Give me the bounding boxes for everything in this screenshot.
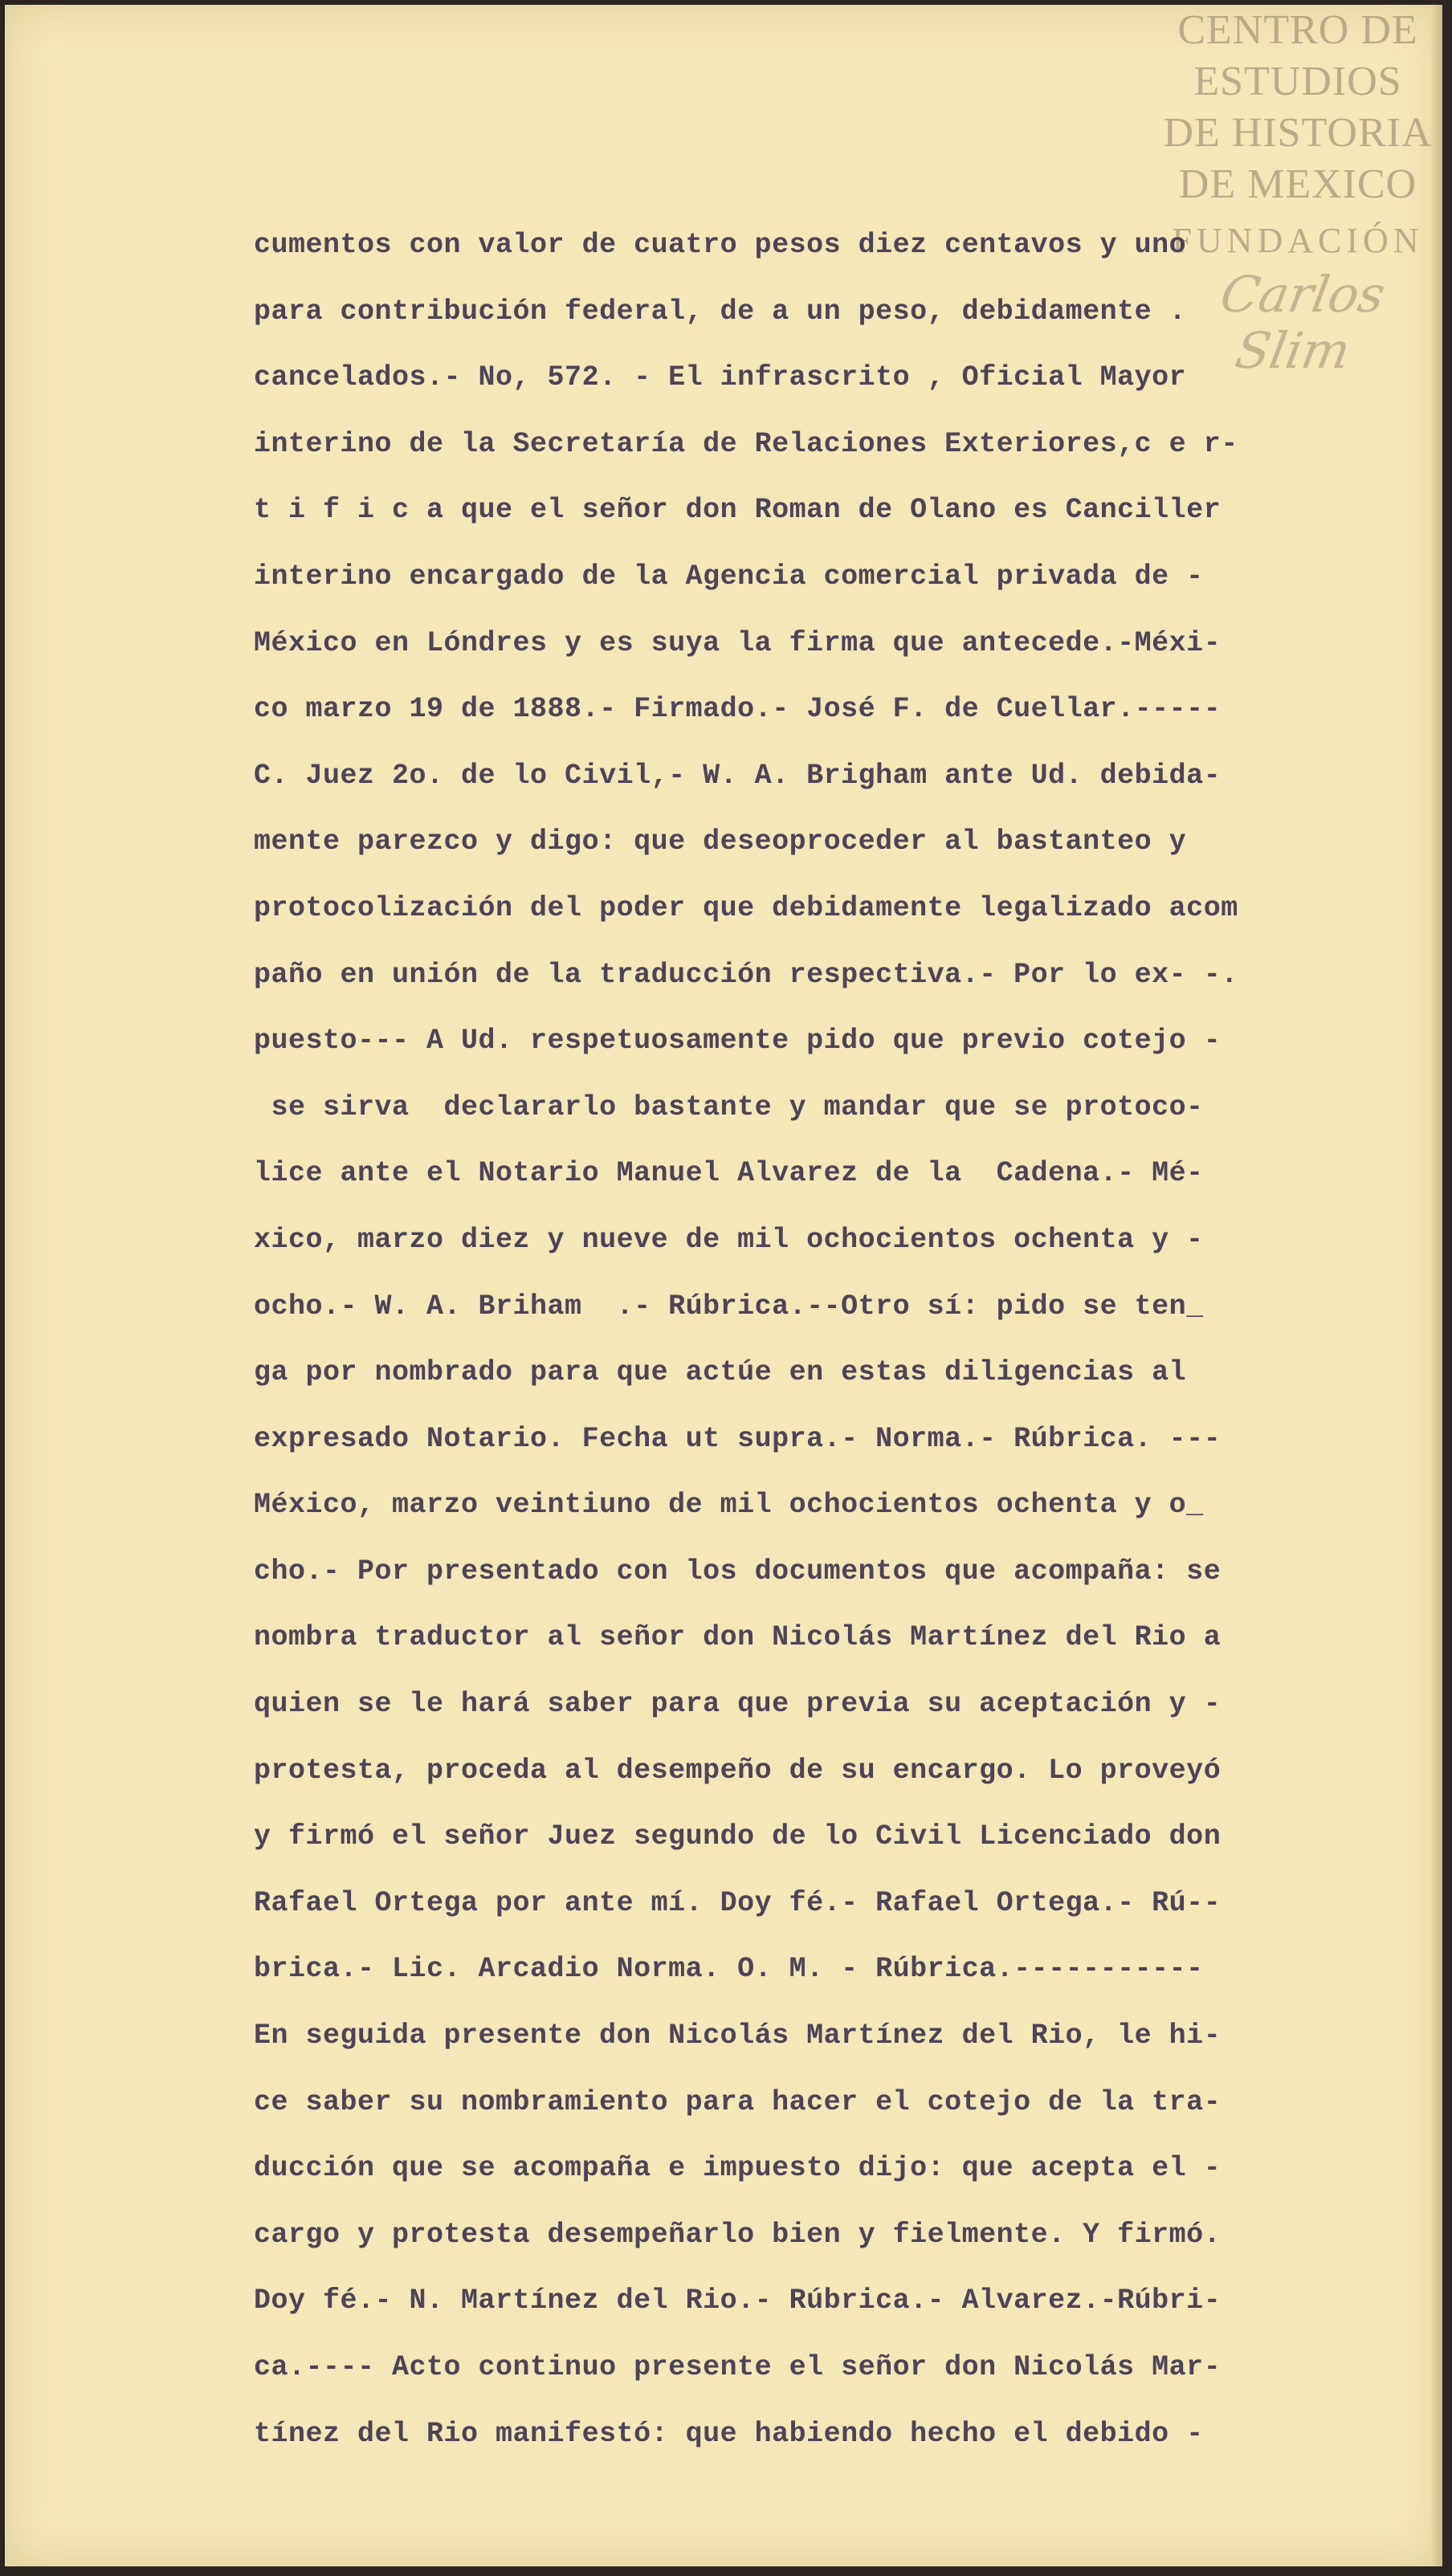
text-line: México en Lóndres y es suya la firma que antecede.-Méxi- bbox=[254, 626, 1222, 659]
text-line: cho.- Por presentado con los documentos que acompaña: se bbox=[254, 1555, 1222, 1588]
text-line: México, marzo veintiuno de mil ochocientos ochenta y o_ bbox=[254, 1489, 1204, 1522]
text-line: y firmó el señor Juez segundo de lo Civil Licenciado don bbox=[254, 1820, 1222, 1853]
text-line: cargo y protesta desempeñarlo bien y fielmente. Y firmó. bbox=[254, 2218, 1222, 2251]
text-line: mente parezco y digo: que deseoproceder al bastanteo y bbox=[254, 825, 1187, 858]
text-line: expresado Notario. Fecha ut supra.- Norma.- Rúbrica. --- bbox=[254, 1422, 1222, 1455]
text-line: Rafael Ortega por ante mí. Doy fé.- Rafael Ortega.- Rú-- bbox=[254, 1886, 1222, 1919]
text-line: co marzo 19 de 1888.- Firmado.- José F. de Cuellar.----- bbox=[254, 693, 1222, 726]
watermark-line: DE HISTORIA bbox=[1163, 110, 1433, 156]
text-line: ga por nombrado para que actúe en estas diligencias al bbox=[254, 1356, 1187, 1389]
watermark-line: ESTUDIOS bbox=[1193, 59, 1402, 104]
text-line: lice ante el Notario Manuel Alvarez de la Cadena.- Mé- bbox=[254, 1157, 1204, 1190]
text-line: interino encargado de la Agencia comercial privada de - bbox=[254, 560, 1204, 593]
text-line: interino de la Secretaría de Relaciones Exteriores,c e r- bbox=[254, 427, 1238, 460]
text-line: xico, marzo diez y nueve de mil ochocientos ochenta y - bbox=[254, 1223, 1204, 1256]
text-line: se sirva declararlo bastante y mandar que se protoco- bbox=[254, 1090, 1204, 1123]
text-line: t i f i c a que el señor don Roman de Olano es Canciller bbox=[254, 494, 1222, 527]
text-line: nombra traductor al señor don Nicolás Martínez del Rio a bbox=[254, 1621, 1222, 1654]
document-page bbox=[5, 5, 1442, 2566]
text-line: cumentos con valor de cuatro pesos diez centavos y uno bbox=[254, 229, 1187, 261]
typed-text-body bbox=[254, 212, 1374, 2467]
text-line: quien se le hará saber para que previa su aceptación y - bbox=[254, 1688, 1222, 1721]
text-line: ce saber su nombramiento para hacer el cotejo de la tra- bbox=[254, 2085, 1222, 2118]
text-line: paño en unión de la traducción respectiva.- Por lo ex- -. bbox=[254, 958, 1238, 991]
text-line: cancelados.- No, 572. - El infrascrito , Oficial Mayor bbox=[254, 361, 1187, 394]
text-line: tínez del Rio manifestó: que habiendo hecho el debido - bbox=[254, 2417, 1204, 2450]
text-line: puesto--- A Ud. respetuosamente pido que previo cotejo - bbox=[254, 1025, 1222, 1058]
text-line: En seguida presente don Nicolás Martínez del Rio, le hi- bbox=[254, 2020, 1222, 2052]
page-edge bbox=[1431, 5, 1442, 2566]
watermark-line: DE MEXICO bbox=[1178, 161, 1417, 207]
watermark-signature: Carlos Slim bbox=[1216, 265, 1390, 380]
text-line: C. Juez 2o. de lo Civil,- W. A. Brigham ante Ud. debida- bbox=[254, 759, 1222, 792]
text-line: protocolización del poder que debidamente legalizado acom bbox=[254, 891, 1238, 924]
text-line: Doy fé.- N. Martínez del Rio.- Rúbrica.- Alvarez.-Rúbri- bbox=[254, 2285, 1222, 2317]
text-line: para contribución federal, de a un peso, debidamente . bbox=[254, 295, 1187, 328]
text-line: ca.---- Acto continuo presente el señor don Nicolás Mar- bbox=[254, 2351, 1222, 2383]
text-line: brica.- Lic. Arcadio Norma. O. M. - Rúbrica.----------- bbox=[254, 1953, 1204, 1986]
text-line: protesta, proceda al desempeño de su encargo. Lo proveyó bbox=[254, 1754, 1222, 1787]
watermark-line: FUNDACIÓN bbox=[1172, 221, 1424, 260]
watermark-line: CENTRO DE bbox=[1177, 7, 1418, 53]
text-line: ducción que se acompaña e impuesto dijo: que acepta el - bbox=[254, 2152, 1222, 2185]
text-line: ocho.- W. A. Briham .- Rúbrica.--Otro sí: pido se ten_ bbox=[254, 1290, 1204, 1323]
